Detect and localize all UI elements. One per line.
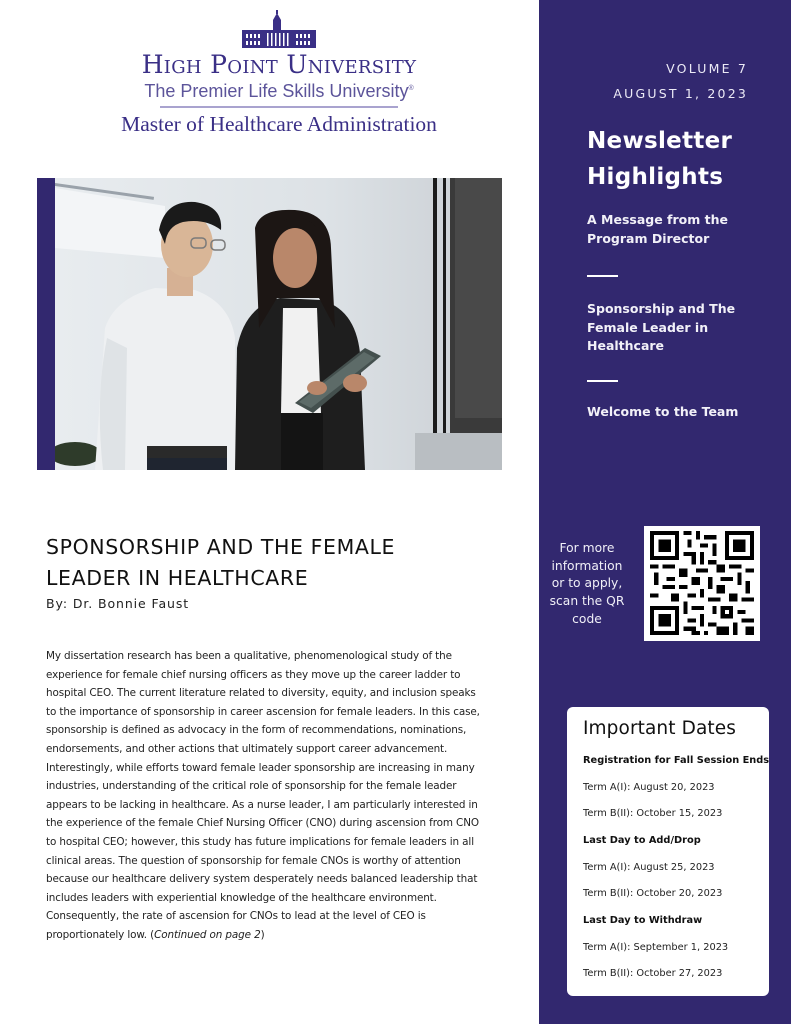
date-item: Term A(I): August 20, 2023: [583, 782, 715, 793]
dates-section-heading: Last Day to Withdraw: [583, 915, 703, 926]
university-tagline: [118, 79, 440, 101]
highlight-divider: [587, 275, 618, 277]
registered-mark: ®: [408, 85, 414, 92]
highlight-item-sponsorship[interactable]: Sponsorship and The Female Leader in Healthcare: [587, 301, 736, 353]
issue-info: [613, 56, 748, 106]
highlight-divider: [587, 380, 618, 382]
article-body-text: My dissertation research has been a qualitative, phenomenological study of the experience for female chief nursing officers as they move up the career ladder to hospital CEO. The current literature related to diversity, equity, and inclusion speaks to the importance of sponsorship in career ascension for female leaders. In this case, sponsorship is defined as advocacy in the form of recommendations, nominations, endorsements, and other actions that ultimately support career advancement. Interestingly, while efforts toward female leader sponsorship are increasing in many industries, understanding of the critical role of sponsorship for the female leader appears to be lacking in healthcare. As a nurse leader, I am particularly interested in the experience of the female Chief Nursing Officer (CNO) during ascension from CNO to hospital CEO; however, this study has future implications for female leaders in all clinical areas. The question of sponsorship for female CNOs is worthy of attention because our healthcare delivery system desperately needs balanced leadership that includes leaders with experiential knowledge of the healthcare environment. Consequently, the rate of ascension for CNOs to lead at the level of CEO is proportionately low. (: [46, 650, 480, 941]
article-byline: By: Dr. Bonnie Faust: [46, 596, 190, 611]
university-logo: [118, 8, 440, 148]
highlight-item-program-director[interactable]: A Message from the Program Director: [587, 212, 728, 246]
date-item: Term A(I): September 1, 2023: [583, 942, 729, 953]
date-item: Term B(II): October 20, 2023: [583, 888, 723, 899]
logo-divider: [160, 106, 398, 108]
sidebar: [539, 0, 791, 1024]
highlight-item-welcome[interactable]: Welcome to the Team: [587, 404, 739, 419]
qr-code[interactable]: [644, 526, 760, 641]
photo-accent-strip: [37, 178, 55, 470]
people-with-tablet-illustration: [55, 178, 502, 470]
highlights-heading-line2: Highlights: [587, 164, 724, 190]
qr-code-icon: [650, 531, 754, 635]
important-dates-card: [567, 707, 769, 996]
article-body-end: ): [260, 928, 265, 941]
qr-instructions: For more information or to apply, scan the QR code: [549, 541, 625, 626]
date-item: Term B(II): October 15, 2023: [583, 808, 723, 819]
volume-label: VOLUME 7: [666, 61, 748, 76]
date-item: Term B(II): October 27, 2023: [583, 968, 723, 979]
important-dates-title: Important Dates: [583, 718, 736, 739]
article-body: [46, 647, 486, 945]
date-item: Term A(I): August 25, 2023: [583, 862, 715, 873]
highlights-heading: [587, 123, 732, 195]
article-title: SPONSORSHIP AND THE FEMALE LEADER IN HEALTHCARE: [46, 535, 396, 590]
feature-photo: [37, 178, 502, 470]
tagline-text: The Premier Life Skills University: [144, 81, 409, 101]
continued-link[interactable]: Continued on page 2: [154, 928, 261, 941]
program-name: Master of Healthcare Administration: [121, 112, 437, 136]
building-icon: [239, 10, 319, 50]
dates-section-heading: Registration for Fall Session Ends: [583, 755, 770, 766]
main-article: [46, 532, 486, 945]
highlights-heading-line1: Newsletter: [587, 128, 733, 154]
dates-section-heading: Last Day to Add/Drop: [583, 835, 701, 846]
issue-date: AUGUST 1, 2023: [613, 86, 748, 101]
university-name: High Point University: [141, 50, 417, 79]
